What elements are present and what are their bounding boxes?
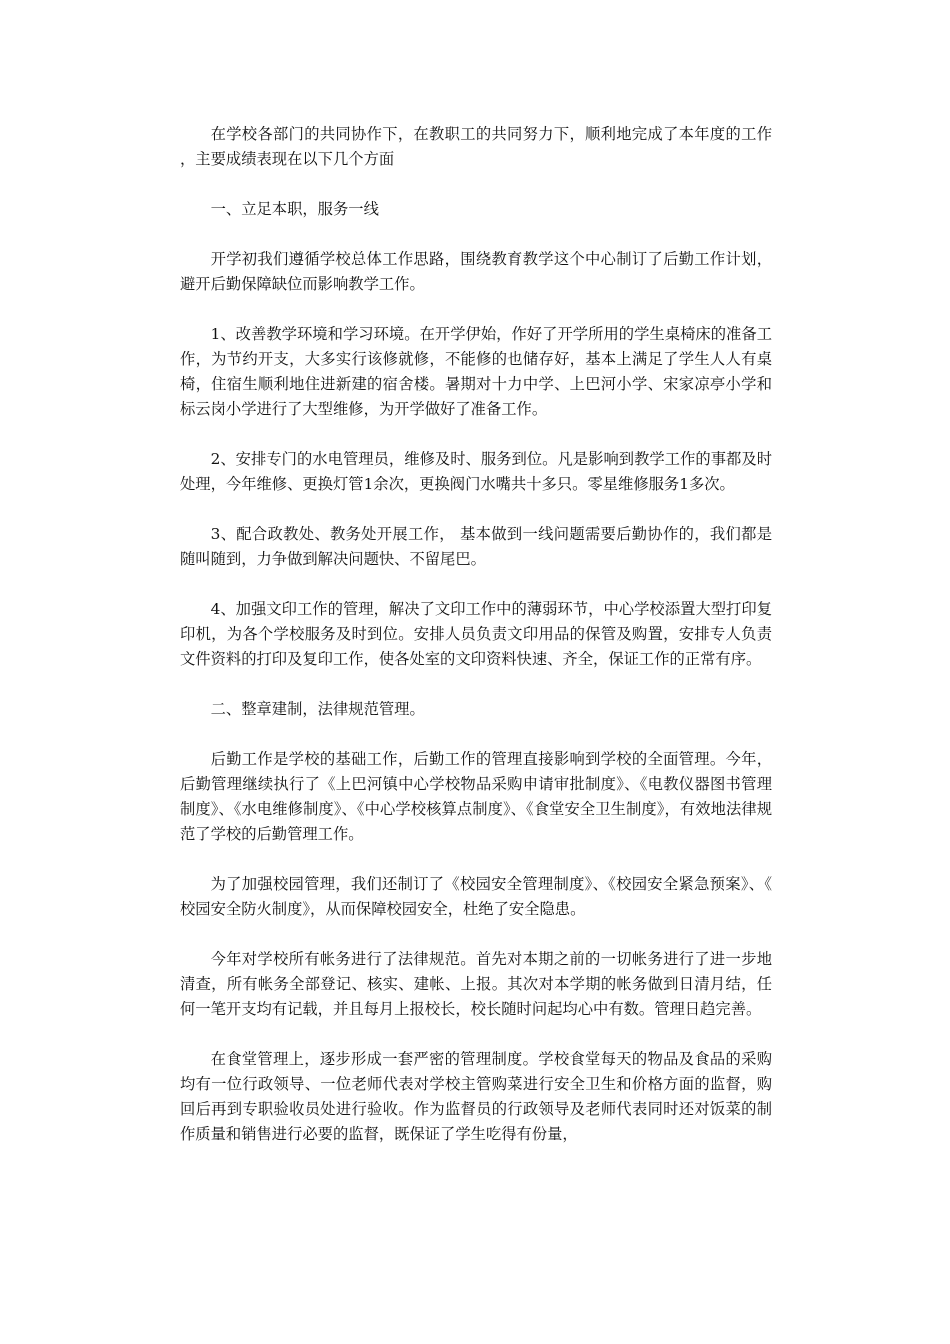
paragraph: 1、改善教学环境和学习环境。在开学伊始，作好了开学所用的学生桌椅床的准备工作，为节约开支，大多实行该修就修，不能修的也储存好，基本上满足了学生人人有桌椅，住宿生顺利地住进新建的宿舍楼。暑期对十力中学、上巴河小学、宋家凉亭小学和标云岗小学进行了大型维修，为开学做好了准备工作。 — [180, 325, 772, 418]
section-heading-2: 二、整章建制，法律规范管理。 — [210, 700, 425, 718]
paragraph: 3、配合政教处、教务处开展工作， 基本做到一线问题需要后勤协作的，我们都是随叫随到，力争做到解决问题快、不留尾巴。 — [180, 525, 772, 568]
paragraph: 为了加强校园管理，我们还制订了《校园安全管理制度》、《校园安全紧急预案》、《校园安全防火制度》，从而保障校园安全，杜绝了安全隐患。 — [180, 875, 772, 918]
paragraph: 开学初我们遵循学校总体工作思路，围绕教育教学这个中心制订了后勤工作计划，避开后勤保障缺位而影响教学工作。 — [180, 250, 772, 293]
section-heading-1: 一、立足本职，服务一线 — [210, 200, 379, 218]
paragraph: 后勤工作是学校的基础工作，后勤工作的管理直接影响到学校的全面管理。今年，后勤管理继续执行了《上巴河镇中心学校物品采购申请审批制度》、《电教仪器图书管理制度》、《水电维修制度》、《中心学校核算点制度》、《食堂安全卫生制度》，有效地法律规范了学校的后勤管理工作。 — [180, 750, 772, 843]
paragraph: 4、加强文印工作的管理，解决了文印工作中的薄弱环节，中心学校添置大型打印复印机，为各个学校服务及时到位。安排人员负责文印用品的保管及购置，安排专人负责文件资料的打印及复印工作，使各处室的文印资料快速、齐全，保证工作的正常有序。 — [180, 600, 772, 668]
document-body — [180, 122, 772, 1147]
paragraph-intro: 在学校各部门的共同协作下，在教职工的共同努力下，顺利地完成了本年度的工作，主要成绩表现在以下几个方面 — [180, 125, 772, 168]
paragraph: 今年对学校所有帐务进行了法律规范。首先对本期之前的一切帐务进行了进一步地清查，所有帐务全部登记、核实、建帐、上报。其次对本学期的帐务做到日清月结，任何一笔开支均有记载，并且每月上报校长，校长随时问起均心中有数。管理日趋完善。 — [180, 950, 772, 1018]
paragraph: 2、安排专门的水电管理员，维修及时、服务到位。凡是影响到教学工作的事都及时处理，今年维修、更换灯管1余次，更换阀门水嘴共十多只。零星维修服务1多次。 — [180, 450, 772, 493]
paragraph: 在食堂管理上，逐步形成一套严密的管理制度。学校食堂每天的物品及食品的采购均有一位行政领导、一位老师代表对学校主管购菜进行安全卫生和价格方面的监督，购回后再到专职验收员处进行验收。作为监督员的行政领导及老师代表同时还对饭菜的制作质量和销售进行必要的监督，既保证了学生吃得有份量， — [180, 1050, 772, 1143]
